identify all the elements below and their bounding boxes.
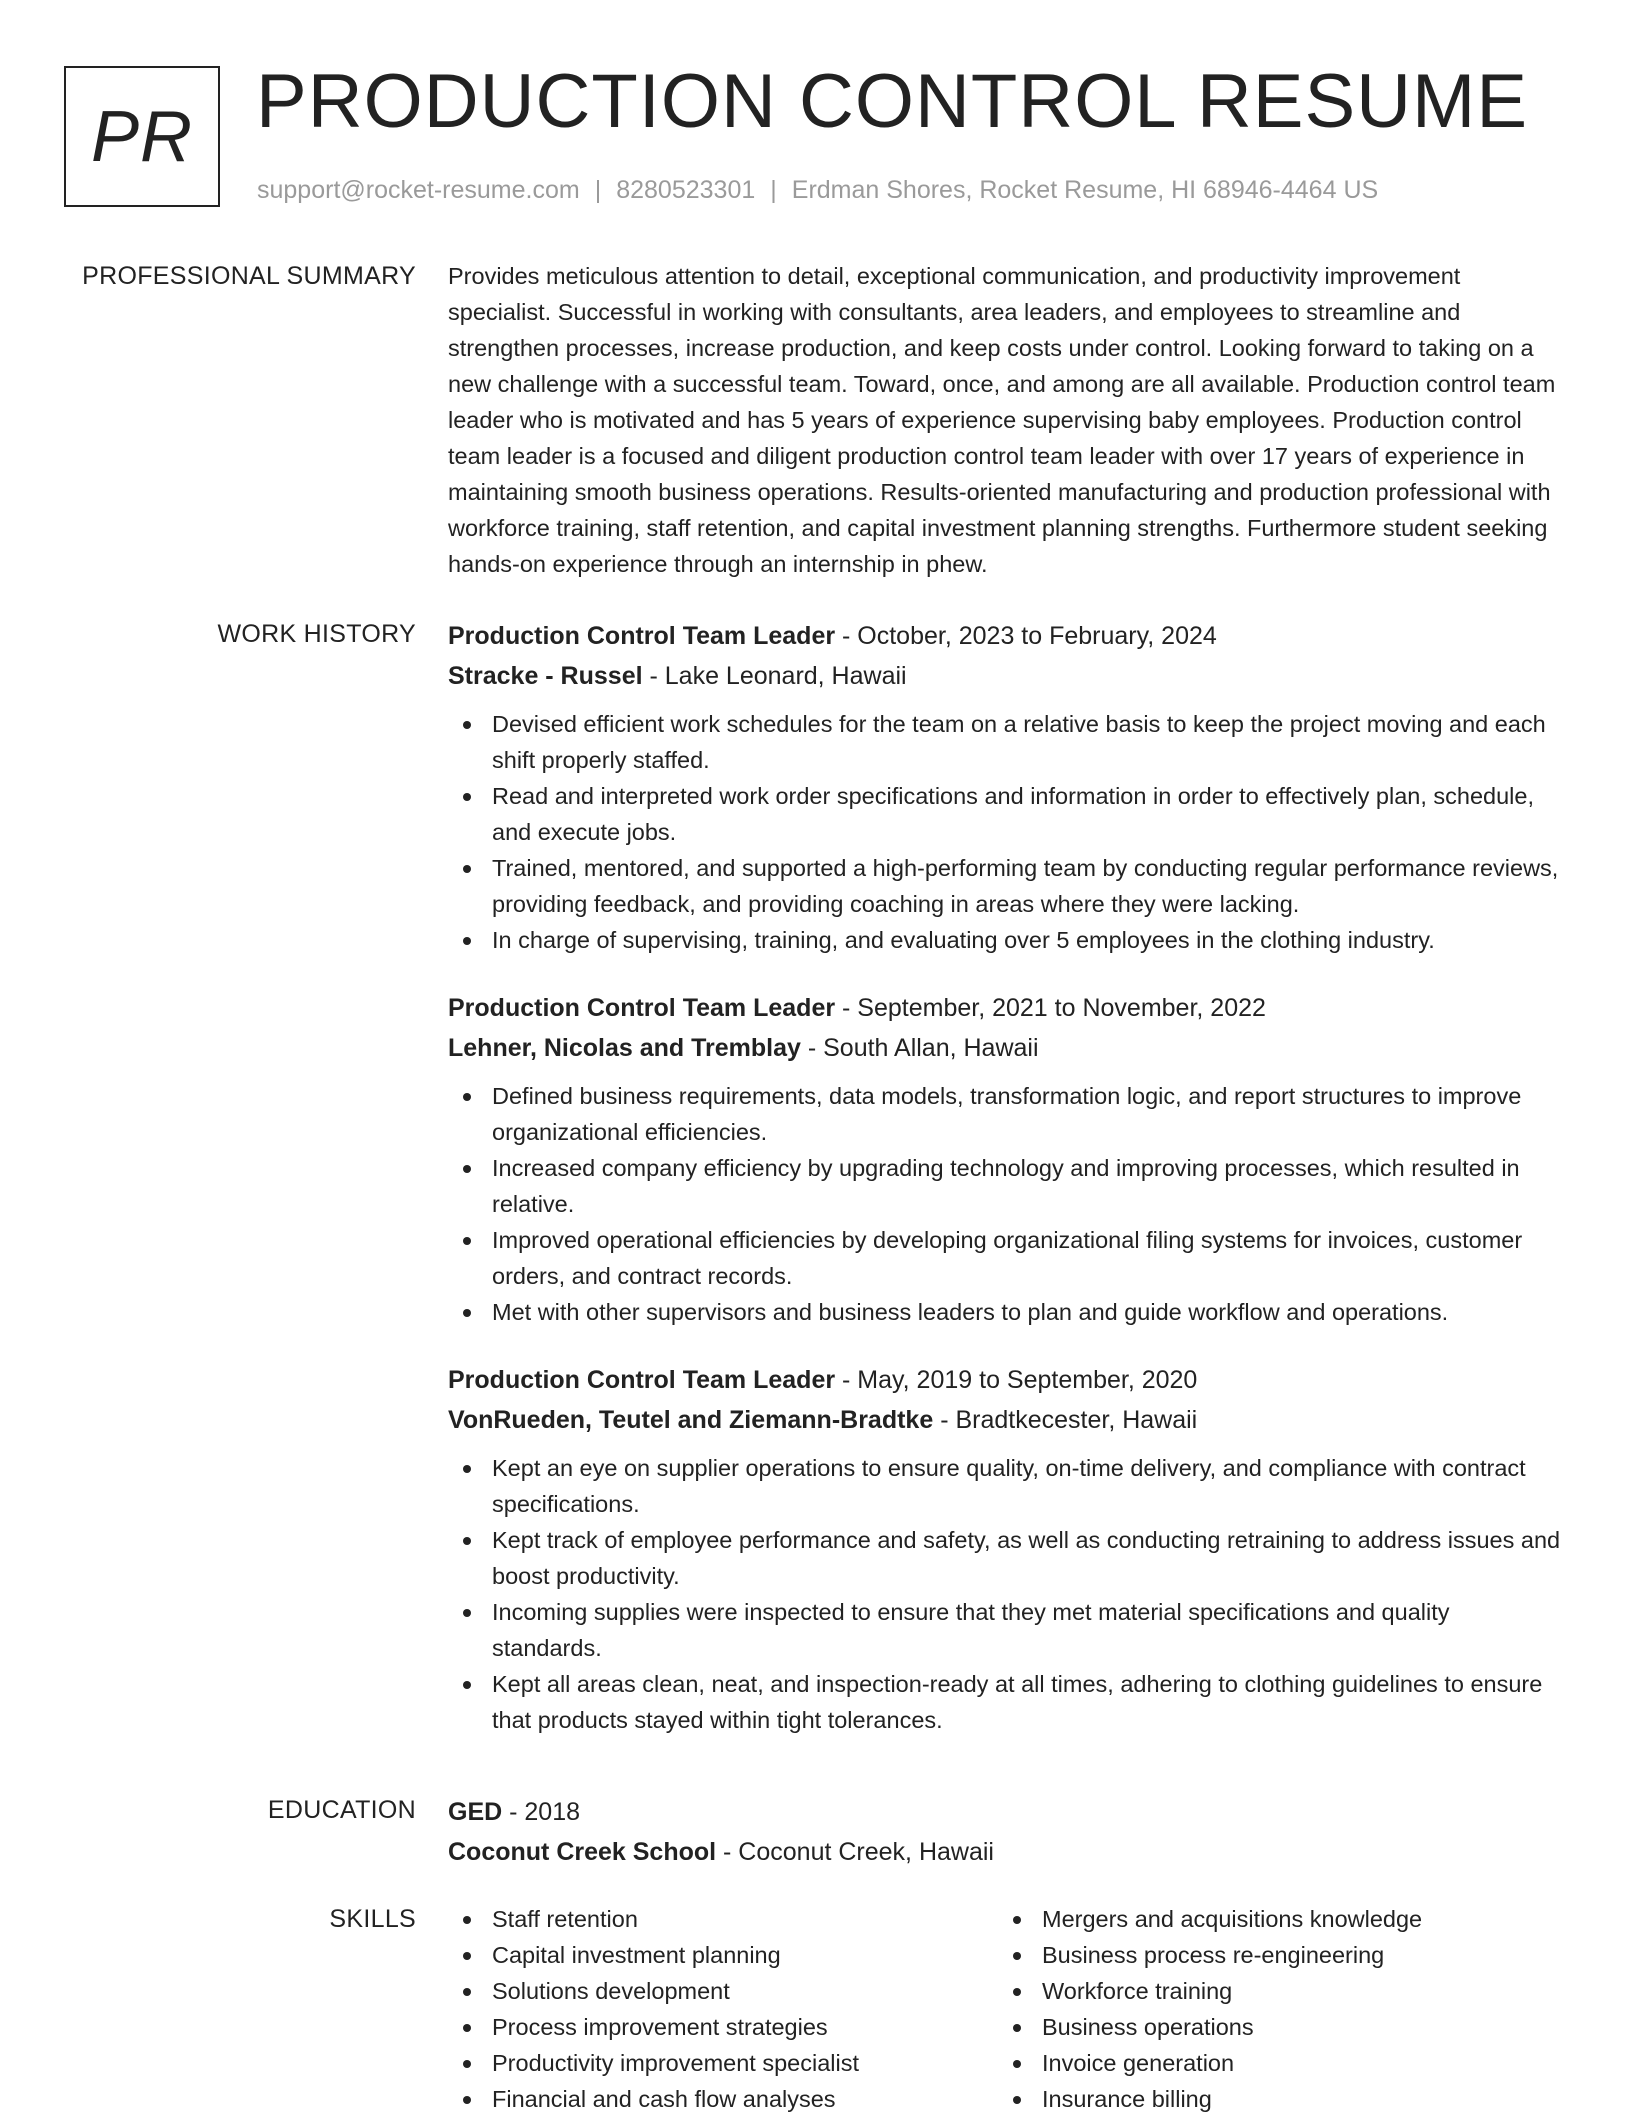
job-location: - Lake Leonard, Hawaii: [642, 662, 907, 690]
job-bullet: Met with other supervisors and business leaders to plan and guide workflow and operations.: [448, 1294, 1562, 1330]
skill-item: Capital investment planning: [448, 1937, 998, 1973]
skill-item: Mergers and acquisitions knowledge: [998, 1901, 1548, 1937]
job-bullet: Improved operational efficiencies by developing organizational filing systems for invoices, customer orders, and contract records.: [448, 1222, 1562, 1294]
education-heading: EDUCATION: [267, 1796, 416, 1824]
job-entry: [448, 1360, 1562, 1738]
job-dates: - September, 2021 to November, 2022: [835, 994, 1266, 1022]
job-bullet: In charge of supervising, training, and evaluating over 5 employees in the clothing industry.: [448, 922, 1562, 958]
skills-column-right: [998, 1901, 1548, 2117]
summary-text: Provides meticulous attention to detail, exceptional communication, and productivity improvement specialist. Successful in working with consultants, area leaders, and employees to streamline and strengthen processes, increase production, and keep costs under control. Looking forward to taking on a new challenge with a successful team. Toward, once, and among are all available. Production control team leader who is motivated and has 5 years of experience supervising baby employees. Production control team leader is a focused and diligent production control team leader with over 17 years of experience in maintaining smooth business operations. Results-oriented manufacturing and production professional with workforce training, staff retention, and capital investment planning strengths. Furthermore student seeking hands-on experience through an internship in phew.: [448, 263, 1556, 577]
summary-heading: PROFESSIONAL SUMMARY: [82, 262, 416, 290]
work-history-heading: WORK HISTORY: [217, 620, 416, 648]
skill-item: Staff retention: [448, 1901, 998, 1937]
job-entry: [448, 988, 1562, 1330]
job-bullet: Incoming supplies were inspected to ensure that they met material specifications and quality standards.: [448, 1594, 1562, 1666]
job-title: Production Control Team Leader: [448, 1366, 836, 1394]
skill-item: Productivity improvement specialist: [448, 2045, 998, 2081]
job-company-line: [448, 656, 1562, 696]
job-title-line: [448, 616, 1562, 656]
skill-item: Process improvement strategies: [448, 2009, 998, 2045]
job-company-line: [448, 1028, 1562, 1068]
job-company: Stracke - Russel: [448, 662, 643, 690]
job-title: Production Control Team Leader: [448, 994, 836, 1022]
job-dates: - October, 2023 to February, 2024: [835, 622, 1217, 650]
education-location: - Coconut Creek, Hawaii: [716, 1838, 994, 1866]
contact-line: [257, 174, 1378, 206]
contact-separator: |: [594, 176, 602, 204]
contact-phone: 8280523301: [616, 176, 756, 204]
education-year: - 2018: [502, 1798, 581, 1826]
job-location: - Bradtkecester, Hawaii: [933, 1406, 1198, 1434]
job-bullet: Defined business requirements, data models, transformation logic, and report structures to improve organizational efficiencies.: [448, 1078, 1562, 1150]
job-title-line: [448, 988, 1562, 1028]
job-entry: [448, 616, 1562, 958]
initials-text: PR: [90, 96, 194, 177]
job-bullets: [448, 1078, 1562, 1330]
job-bullet: Read and interpreted work order specifications and information in order to effectively plan, schedule, and execute jobs.: [448, 778, 1562, 850]
skill-item: Business process re-engineering: [998, 1937, 1548, 1973]
skill-item: Business operations: [998, 2009, 1548, 2045]
skills-body: [448, 1901, 1562, 2117]
job-title: Production Control Team Leader: [448, 622, 836, 650]
education-degree-line: [448, 1792, 1562, 1832]
job-company-line: [448, 1400, 1562, 1440]
contact-email: support@rocket-resume.com: [257, 176, 580, 204]
job-title-line: [448, 1360, 1562, 1400]
job-bullets: [448, 706, 1562, 958]
job-location: - South Allan, Hawaii: [800, 1034, 1039, 1062]
job-bullet: Kept all areas clean, neat, and inspection-ready at all times, adhering to clothing guidelines to ensure that products stayed within tight tolerances.: [448, 1666, 1562, 1738]
job-bullet: Trained, mentored, and supported a high-performing team by conducting regular performance reviews, providing feedback, and providing coaching in areas where they were lacking.: [448, 850, 1562, 922]
education-school-line: [448, 1832, 1562, 1872]
skill-item: Workforce training: [998, 1973, 1548, 2009]
resume-title: PRODUCTION CONTROL RESUME: [256, 59, 1529, 144]
work-history-body: [448, 616, 1562, 1768]
contact-address: Erdman Shores, Rocket Resume, HI 68946-4464 US: [791, 176, 1379, 204]
skill-item: Insurance billing: [998, 2081, 1548, 2117]
job-bullet: Kept an eye on supplier operations to ensure quality, on-time delivery, and compliance with contract specifications.: [448, 1450, 1562, 1522]
skill-item: Solutions development: [448, 1973, 998, 2009]
skills-heading: SKILLS: [329, 1905, 416, 1933]
job-bullets: [448, 1450, 1562, 1738]
job-company: VonRueden, Teutel and Ziemann-Bradtke: [448, 1406, 934, 1434]
job-bullet: Kept track of employee performance and safety, as well as conducting retraining to address issues and boost productivity.: [448, 1522, 1562, 1594]
skill-item: Financial and cash flow analyses: [448, 2081, 998, 2117]
contact-separator: |: [770, 176, 777, 204]
initials-monogram: [64, 66, 220, 207]
skills-column-left: [448, 1901, 998, 2117]
education-school: Coconut Creek School: [448, 1838, 717, 1866]
job-dates: - May, 2019 to September, 2020: [835, 1366, 1198, 1394]
education-body: [448, 1792, 1562, 1872]
education-degree: GED: [448, 1798, 503, 1826]
job-bullet: Devised efficient work schedules for the team on a relative basis to keep the project moving and each shift properly staffed.: [448, 706, 1562, 778]
job-company: Lehner, Nicolas and Tremblay: [448, 1034, 801, 1062]
skill-item: Invoice generation: [998, 2045, 1548, 2081]
summary-body: [448, 258, 1562, 582]
job-bullet: Increased company efficiency by upgrading technology and improving processes, which resulted in relative.: [448, 1150, 1562, 1222]
